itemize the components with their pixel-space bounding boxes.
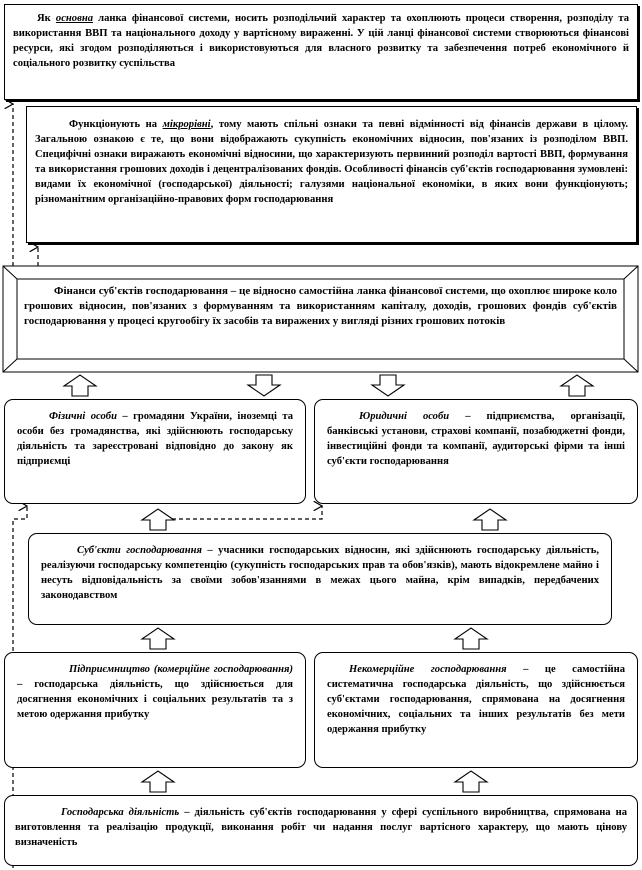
box8-text: – це самостійна систематична господарська діяльність, що здійснюється суб'єктами господарювання, спрямована на досягнення економічних, соціальних та інших результатів без мети одержання прибутку: [327, 664, 626, 735]
box-enterprise-finance-definition: [18, 280, 623, 358]
box-legal-entities: [314, 399, 638, 504]
dashed-connector-to-box5: [158, 506, 322, 519]
block-arrow-up: [474, 509, 506, 530]
box-individuals: [4, 399, 306, 504]
box5-text: – підприємства, організації, банківські установи, страхові компанії, позабюджетні фонди, інвестиційні фонди та компанії, аудиторські фірми та інші суб'єкти господарювання: [327, 411, 625, 467]
box8-term: Некомерційне господарювання: [349, 664, 507, 675]
box7-term: Підприємництво (комерційне господарювання): [69, 664, 293, 675]
box-main-link: [4, 4, 638, 100]
block-arrow-up: [142, 509, 174, 530]
box2-pre: Функціонують на: [69, 119, 163, 130]
box-non-commercial: [314, 652, 638, 768]
box-entrepreneurship: [4, 652, 306, 768]
box9-term: Господарська діяльність: [61, 807, 180, 818]
box5-term: Юридичні особи: [359, 411, 450, 422]
box7-text: – господарська діяльність, що здійснюється для досягнення економічних і соціальних результатів та з метою одержання прибутку: [17, 679, 293, 720]
block-arrow-up: [455, 628, 487, 649]
box1-text: ланка фінансової системи, носить розподільчий характер та охоплюють процеси створення, розподілу та використання ВВП та національного доходу у вартісному вираженні. У цій ланці фінансової системи створюються фінансові ресурси, які згодом розподіляються і використовуються для власного розвитку та забезпечення потреб економічного й соціального розвитку суспільства: [13, 13, 629, 69]
box2-term: мікрорівні: [162, 119, 211, 130]
box6-term: Суб'єкти господарювання: [77, 545, 202, 556]
block-arrow-down: [372, 375, 404, 396]
box2-text: , тому мають спільні ознаки та певні відмінності від фінансів держави в цілому. Загальною ознакою є те, що вони відображають сукупність економічних відносин, пов'язаних із розподілом ВВП. Специфічні ознаки виражають економічні відносини, що характеризують первинний розподіл вартості ВВП, формування та використання грошових доходів і децентралізованих фондів. Особливості фінансів суб'єктів господарювання зумовлені: видами їх економічної (господарської) діяльності; галузями національної економіки, в яких вони функціонують; різноманітним організаційно-правових форм господарювання: [35, 119, 628, 205]
box4-term: Фізичні особи: [49, 411, 117, 422]
block-arrow-up: [561, 375, 593, 396]
block-arrow-down: [248, 375, 280, 396]
box4-text: – громадяни України, іноземці та особи без громадянства, які здійснюють господарську діяльність та зареєстровані відповідно до закону як підприємці: [17, 411, 293, 467]
box-business-entities: [28, 533, 612, 625]
box1-pre: Як: [37, 13, 56, 24]
box6-text: – учасники господарських відносин, які здійснюють господарську діяльність, реалізуючи господарську компетенцію (сукупність господарських прав та обов'язків), мають відокремлене майно і несуть відповідальність за своїми зобов'язаннями в межах цього майна, крім випадків, передбачених законодавством: [41, 545, 599, 601]
box9-text: – діяльність суб'єктів господарювання у сфері суспільного виробництва, спрямована на виготовлення та реалізацію продукції, виконання робіт чи надання послуг вартісного характеру, що мають цінову визначеність: [15, 807, 627, 848]
box3-text: Фінанси суб'єктів господарювання – це відносно самостійна ланка фінансової системи, що охоплює широке коло грошових відносин, пов'язаних з формуванням та використанням капіталу, доходів, грошових фондів суб'єктів господарювання у процесі кругообігу їх засобів та виражених у вигляді різних грошових потоків: [24, 285, 617, 327]
box1-term: основна: [55, 13, 93, 24]
block-arrow-up: [455, 771, 487, 792]
box-micro-level: [26, 106, 637, 243]
block-arrow-up: [142, 771, 174, 792]
block-arrow-up: [142, 628, 174, 649]
box-economic-activity: [4, 795, 638, 866]
block-arrow-up: [64, 375, 96, 396]
